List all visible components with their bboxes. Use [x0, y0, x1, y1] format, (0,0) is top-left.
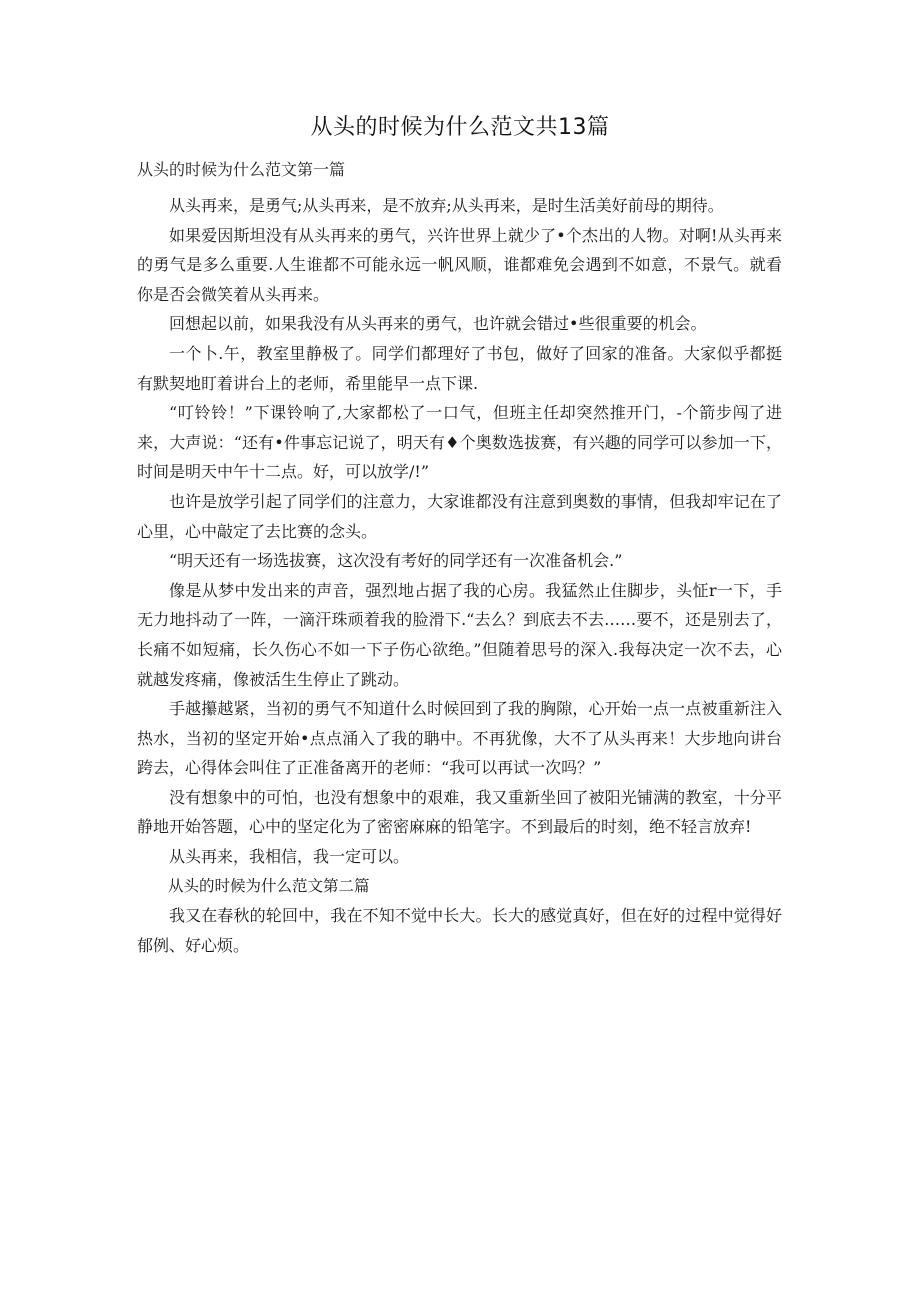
document-title: 从头的时候为什么范文共13篇: [310, 115, 610, 140]
paragraph: 我又在春秋的轮回中，我在不知不觉中长大。长大的感觉真好，但在好的过程中觉得好郁例、好心烦。: [137, 906, 782, 955]
paragraph: 从头再来，是勇气;从头再来，是不放弃;从头再来，是时生活美好前母的期待。: [169, 196, 724, 215]
paragraph: 如果爱因斯坦没有从头再来的勇气，兴许世界上就少了•个杰出的人物。对啊!从头再来的勇气是多么重要.人生谁都不可能永远一帆风顺，谁都难免会遇到不如意，不景气。就看你是否会微笑着从头再来。: [137, 225, 782, 304]
paragraph: 像是从梦中发出来的声音，强烈地占据了我的心房。我猛然止住脚步，头怔r一下，手无力地抖动了一阵，一滴汗珠顽着我的脸滑下.“去么？到底去不去……要不，还是别去了，长痛不如短痛，长久伤心不如一下子伤心欲绝。”但随着思号的深入.我每决定一次不去，心就越发疼痛，像被活生生停止了跳动。: [137, 580, 782, 689]
section-heading-1: 从头的时候为什么范文第一篇: [137, 160, 346, 179]
paragraph: 回想起以前，如果我没有从头再来的勇气，也许就会错过•些很重要的机会。: [169, 314, 707, 334]
paragraph: “明天还有一场选拔赛，这次没有考好的同学还有一次准备机会.”: [169, 551, 623, 571]
document-body: [137, 191, 782, 960]
paragraph: 手越攥越紧，当初的勇气不知道什么时候回到了我的胸隙，心开始一点一点被重新注入热水，当初的坚定开始•点点涌入了我的聃中。不再犹像，大不了从头再来！大步地向讲台跨去，心得体会叫住了正准备离开的老师：“我可以再试一次吗？”: [137, 699, 782, 778]
paragraph: 也许是放学引起了同学们的注意力，大家谁都没有注意到奥数的事情，但我却牢记在了心里，心中敲定了去比赛的念头。: [137, 491, 782, 541]
paragraph: 没有想象中的可怕，也没有想象中的艰难，我又重新坐回了被阳光铺满的教室，十分平静地开始答题，心中的坚定化为了密密麻麻的铅笔字。不到最后的时刻，绝不轻言放弃!: [137, 787, 782, 837]
paragraph: 一个卜.午，教室里静极了。同学们都理好了书包，做好了回家的准备。大家似乎都挺有默契地盯着讲台上的老师，希里能早一点下课.: [137, 343, 782, 393]
paragraph: “叮铃铃！”下课铃响了,大家都松了一口气，但班主任却突然推开门，-个箭步闯了进来，大声说：“还有•件事忘记说了，明天有♦个奥数选拔赛，有兴趣的同学可以参加一下，时间是明天中午十二点。好，可以放学/!”: [137, 403, 782, 482]
section-heading-2: 从头的时候为什么范文第二篇: [168, 876, 370, 895]
paragraph: 从头再来，我相信，我一定可以。: [169, 847, 410, 867]
